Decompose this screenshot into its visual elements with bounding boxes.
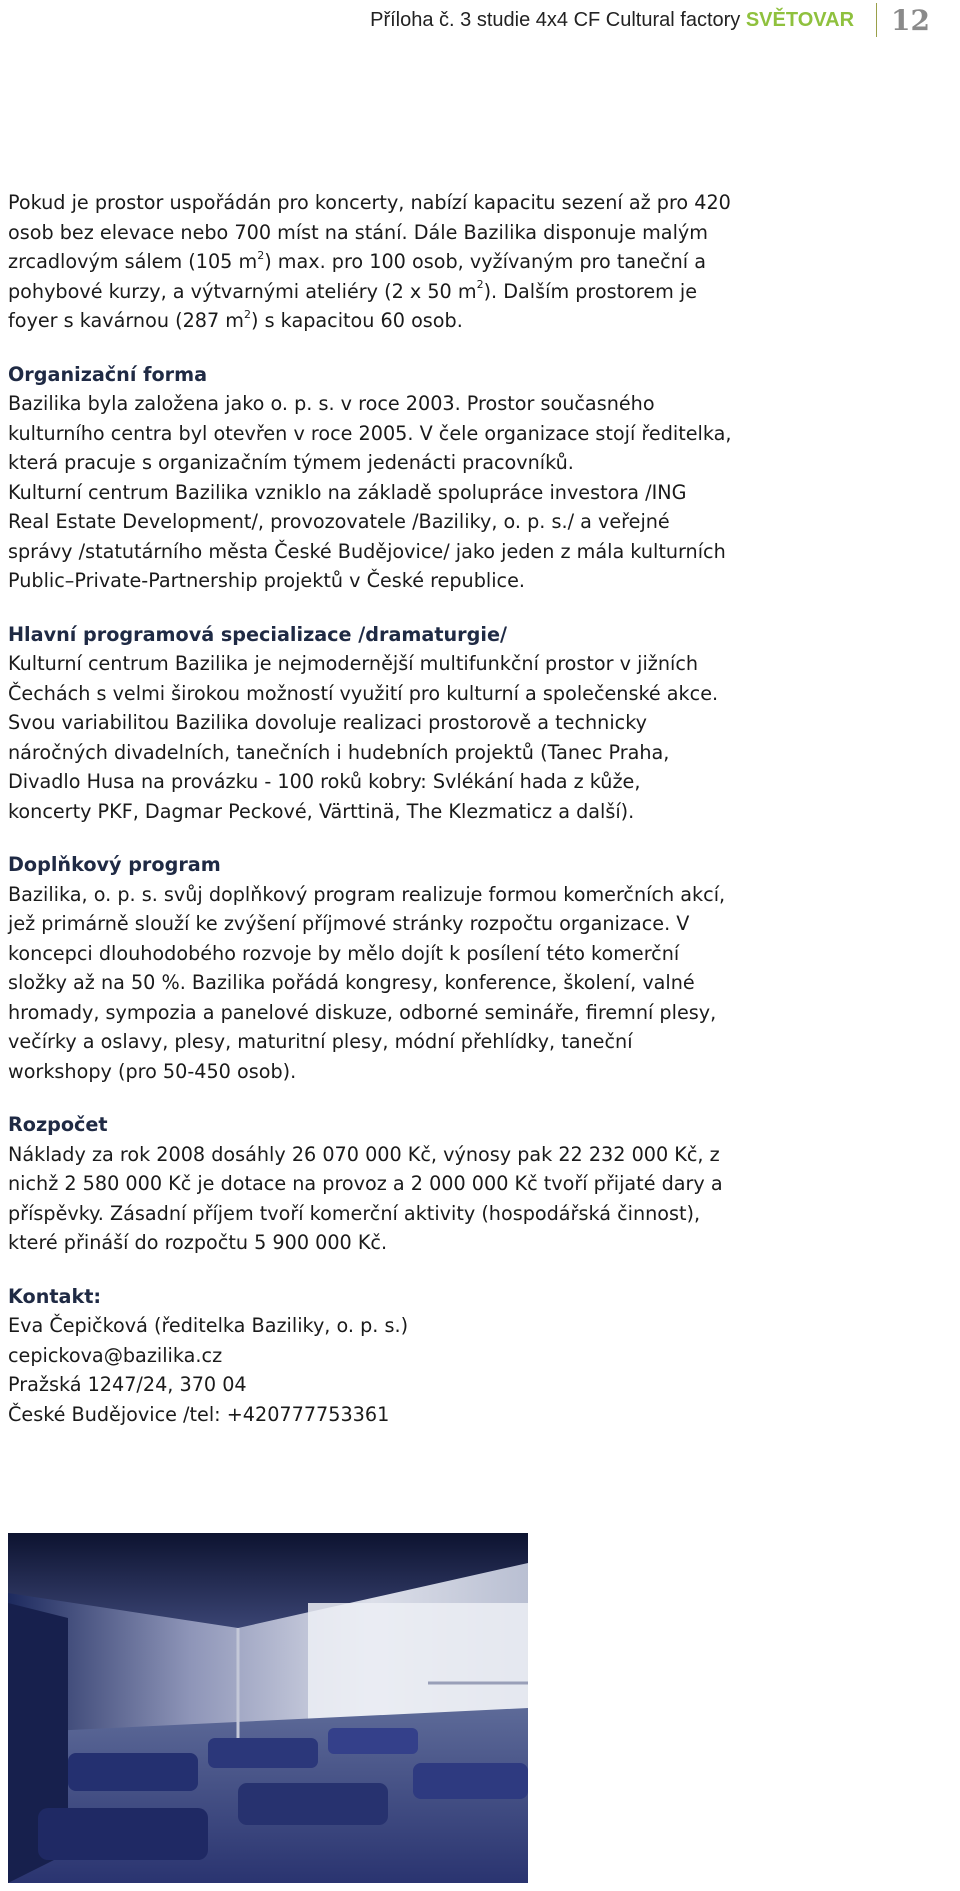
text-line: osob bez elevace nebo 700 míst na stání. Dále Bazilika disponuje malým <box>8 220 708 244</box>
text-line: Náklady za rok 2008 dosáhly 26 070 000 Kč, výnosy pak 22 232 000 Kč, z <box>8 1142 720 1166</box>
text-line: Kulturní centrum Bazilika vzniklo na základě spolupráce investora /ING <box>8 480 687 504</box>
section-heading: Hlavní programová specializace /dramaturgie/ <box>8 622 507 646</box>
header-brand: SVĚTOVAR <box>745 8 855 31</box>
text-line: Real Estate Development/, provozovatele /Baziliky, o. p. s./ a veřejné <box>8 510 670 533</box>
contact-email: cepickova@bazilika.cz <box>8 1343 223 1367</box>
text-line: která pracuje s organizačním týmem jedenácti pracovníků. <box>8 451 574 474</box>
program-section <box>8 620 953 827</box>
text-line: koncepci dlouhodobého rozvoje by mělo dojít k posílení této komerční <box>8 941 680 965</box>
text-line: Bazilika, o. p. s. svůj doplňkový program realizuje formou komerčních akcí, <box>8 882 726 906</box>
superscript: 2 <box>476 278 484 292</box>
text-line: Svou variabilitou Bazilika dovoluje realizaci prostorově a technicky <box>8 711 648 734</box>
intro-paragraph <box>8 188 953 336</box>
text-line: Čechách s velmi širokou možností využití pro kulturní a společenské akce. <box>8 681 719 705</box>
section-heading: Rozpočet <box>8 1113 108 1136</box>
text-line: Kulturní centrum Bazilika je nejmodernější multifunkční prostor v jižních <box>8 652 699 675</box>
contact-address: Pražská 1247/24, 370 04 <box>8 1373 247 1396</box>
text-line: zrcadlovým sálem (105 $m^2$) max. pro 100 osob, vyžívaným pro taneční a <box>8 248 706 273</box>
text-line: nichž 2 580 000 Kč je dotace na provoz a 2 000 000 Kč tvoří přijaté dary a <box>8 1172 723 1195</box>
text-line: večírky a oslavy, plesy, maturitní plesy, módní přehlídky, taneční <box>8 1030 633 1053</box>
page-header <box>370 0 930 40</box>
header-title <box>370 9 854 32</box>
document-body <box>8 188 953 1429</box>
text-line: složky až na 50 %. Bazilika pořádá kongresy, konference, školení, valné <box>8 971 695 994</box>
budget-section <box>8 1110 953 1258</box>
text-line: foyer s kavárnou (287 $m^2$) s kapacitou 60 osob. <box>8 307 463 332</box>
section-heading: Doplňkový program <box>8 853 221 876</box>
text-line: pohybové kurzy, a výtvarnými ateliéry (2 x 50 $m^2$). Dalším prostorem je <box>8 278 698 303</box>
text-line: jež primárně slouží ke zvýšení příjmové stránky rozpočtu organizace. V <box>8 912 690 935</box>
text-line: kulturního centra byl otevřen v roce 2005. V čele organizace stojí ředitelka, <box>8 421 732 445</box>
section-heading: Kontakt: <box>8 1284 102 1308</box>
superscript: 2 <box>257 248 265 262</box>
contact-name: Eva Čepičková (ředitelka Baziliky, o. p. s.) <box>8 1314 409 1337</box>
text-line: náročných divadelních, tanečních i hudebních projektů (Tanec Praha, <box>8 740 670 764</box>
contact-city-phone: České Budějovice /tel: +420777753361 <box>8 1402 390 1426</box>
text-line: které přináší do rozpočtu 5 900 000 Kč. <box>8 1231 388 1254</box>
text-line: koncerty PKF, Dagmar Peckové, Värttinä, The Klezmaticz a další). <box>8 799 635 823</box>
text-line: Divadlo Husa na provázku - 100 roků kobry: Svlékání hada z kůže, <box>8 770 641 793</box>
venue-photo-illustration <box>8 1533 528 1883</box>
header-divider <box>876 3 877 37</box>
organization-section <box>8 360 953 596</box>
text-line: Bazilika byla založena jako o. p. s. v roce 2003. Prostor současného <box>8 392 655 415</box>
superscript: 2 <box>244 307 251 321</box>
text-line: příspěvky. Zásadní příjem tvoří komerční aktivity (hospodářská činnost), <box>8 1201 701 1225</box>
contact-section <box>8 1282 953 1430</box>
text-line: Public–Private-Partnership projektů v České republice. <box>8 569 526 592</box>
text-line: správy /statutárního města České Budějovice/ jako jeden z mála kulturních <box>8 539 726 563</box>
text-line: hromady, sympozia a panelové diskuze, odborné semináře, firemní plesy, <box>8 1000 717 1024</box>
page-number: 12 <box>891 3 930 37</box>
venue-photo <box>8 1533 528 1883</box>
header-prefix: Příloha č. 3 studie 4x4 CF Cultural factory <box>370 8 741 31</box>
extra-program-section <box>8 850 953 1086</box>
text-line: workshopy (pro 50-450 osob). <box>8 1059 297 1083</box>
section-heading: Organizační forma <box>8 362 208 386</box>
text-line: Pokud je prostor uspořádán pro koncerty, nabízí kapacitu sezení až pro 420 <box>8 191 731 214</box>
